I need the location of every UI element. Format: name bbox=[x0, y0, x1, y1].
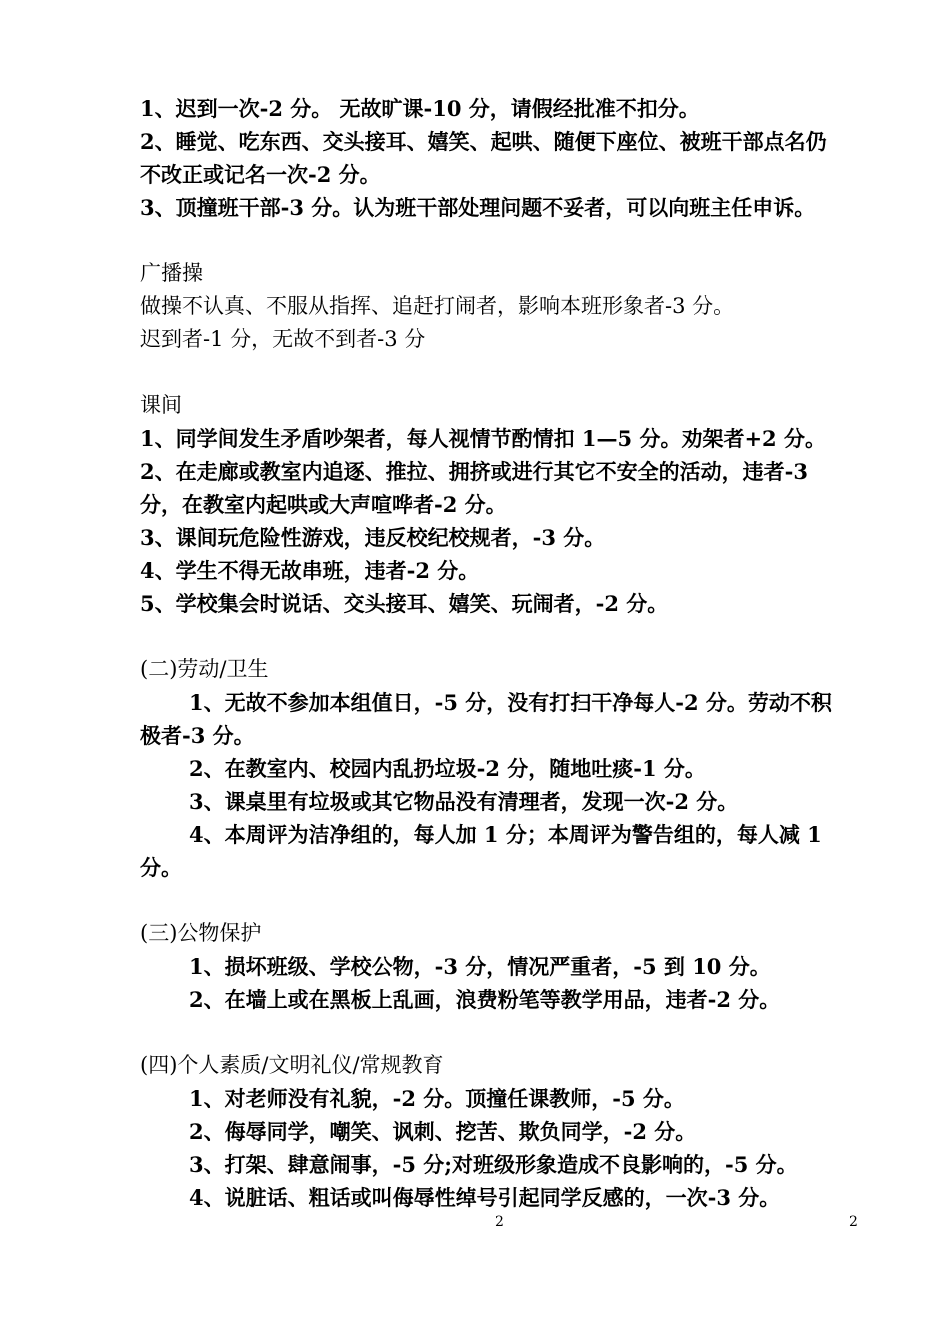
rule-line: 5、学校集会时说话、交头接耳、嬉笑、玩闹者，-2 分。 bbox=[140, 591, 669, 616]
section-heading-property: (三)公物保护 bbox=[140, 921, 262, 945]
rule-line: 2、在教室内、校园内乱扔垃圾-2 分，随地吐痰-1 分。 bbox=[189, 756, 706, 781]
rule-line: 不改正或记名一次-2 分。 bbox=[140, 162, 381, 187]
section-heading-exercise: 广播操 bbox=[140, 261, 203, 285]
rule-line: 3、顶撞班干部-3 分。认为班干部处理问题不妥者，可以向班主任申诉。 bbox=[140, 195, 816, 220]
section-heading-labor: (二)劳动/卫生 bbox=[140, 657, 269, 681]
page-number: 2 bbox=[849, 1214, 858, 1230]
spacer bbox=[140, 620, 864, 653]
rule-line: 1、无故不参加本组值日，-5 分，没有打扫干净每人-2 分。劳动不积 bbox=[189, 690, 832, 715]
rule-line: 4、本周评为洁净组的，每人加 1 分；本周评为警告组的，每人减 1 bbox=[189, 822, 822, 847]
spacer bbox=[140, 1016, 864, 1049]
rule-line: 1、对老师没有礼貌，-2 分。顶撞任课教师，-5 分。 bbox=[189, 1086, 685, 1111]
page-number: 2 bbox=[495, 1214, 504, 1230]
rule-line: 做操不认真、不服从指挥、追赶打闹者，影响本班形象者-3 分。 bbox=[140, 294, 735, 318]
rule-line: 1、同学间发生矛盾吵架者，每人视情节酌情扣 1—5 分。劝架者+2 分。 bbox=[140, 426, 826, 451]
section-heading-conduct: (四)个人素质/文明礼仪/常规教育 bbox=[140, 1053, 444, 1077]
rule-line: 分，在教室内起哄或大声喧哗者-2 分。 bbox=[140, 492, 507, 517]
rule-line: 1、迟到一次-2 分。 无故旷课-10 分，请假经批准不扣分。 bbox=[140, 96, 700, 121]
rule-line: 极者-3 分。 bbox=[140, 723, 255, 748]
rule-line: 1、损坏班级、学校公物，-3 分，情况严重者，-5 到 10 分。 bbox=[189, 954, 771, 979]
rule-line: 3、打架、肆意闹事，-5 分;对班级形象造成不良影响的，-5 分。 bbox=[189, 1152, 798, 1177]
rule-line: 3、课桌里有垃圾或其它物品没有清理者，发现一次-2 分。 bbox=[189, 789, 739, 814]
rule-line: 迟到者-1 分，无故不到者-3 分 bbox=[140, 327, 426, 351]
document-page bbox=[140, 92, 864, 1214]
rule-line: 2、在走廊或教室内追逐、推拉、拥挤或进行其它不安全的活动，违者-3 bbox=[140, 459, 808, 484]
rule-line: 2、侮辱同学，嘲笑、讽刺、挖苦、欺负同学，-2 分。 bbox=[189, 1119, 697, 1144]
rule-line: 2、在墙上或在黑板上乱画，浪费粉笔等教学用品，违者-2 分。 bbox=[189, 987, 781, 1012]
section-heading-break: 课间 bbox=[140, 393, 182, 417]
spacer bbox=[140, 884, 864, 917]
rule-line: 2、睡觉、吃东西、交头接耳、嬉笑、起哄、随便下座位、被班干部点名仍 bbox=[140, 129, 827, 154]
rule-line: 3、课间玩危险性游戏，违反校纪校规者，-3 分。 bbox=[140, 525, 606, 550]
spacer bbox=[140, 356, 864, 389]
rule-line: 4、学生不得无故串班，违者-2 分。 bbox=[140, 558, 480, 583]
spacer bbox=[140, 224, 864, 257]
rule-line: 分。 bbox=[140, 855, 182, 880]
rule-line: 4、说脏话、粗话或叫侮辱性绰号引起同学反感的，一次-3 分。 bbox=[189, 1185, 781, 1210]
